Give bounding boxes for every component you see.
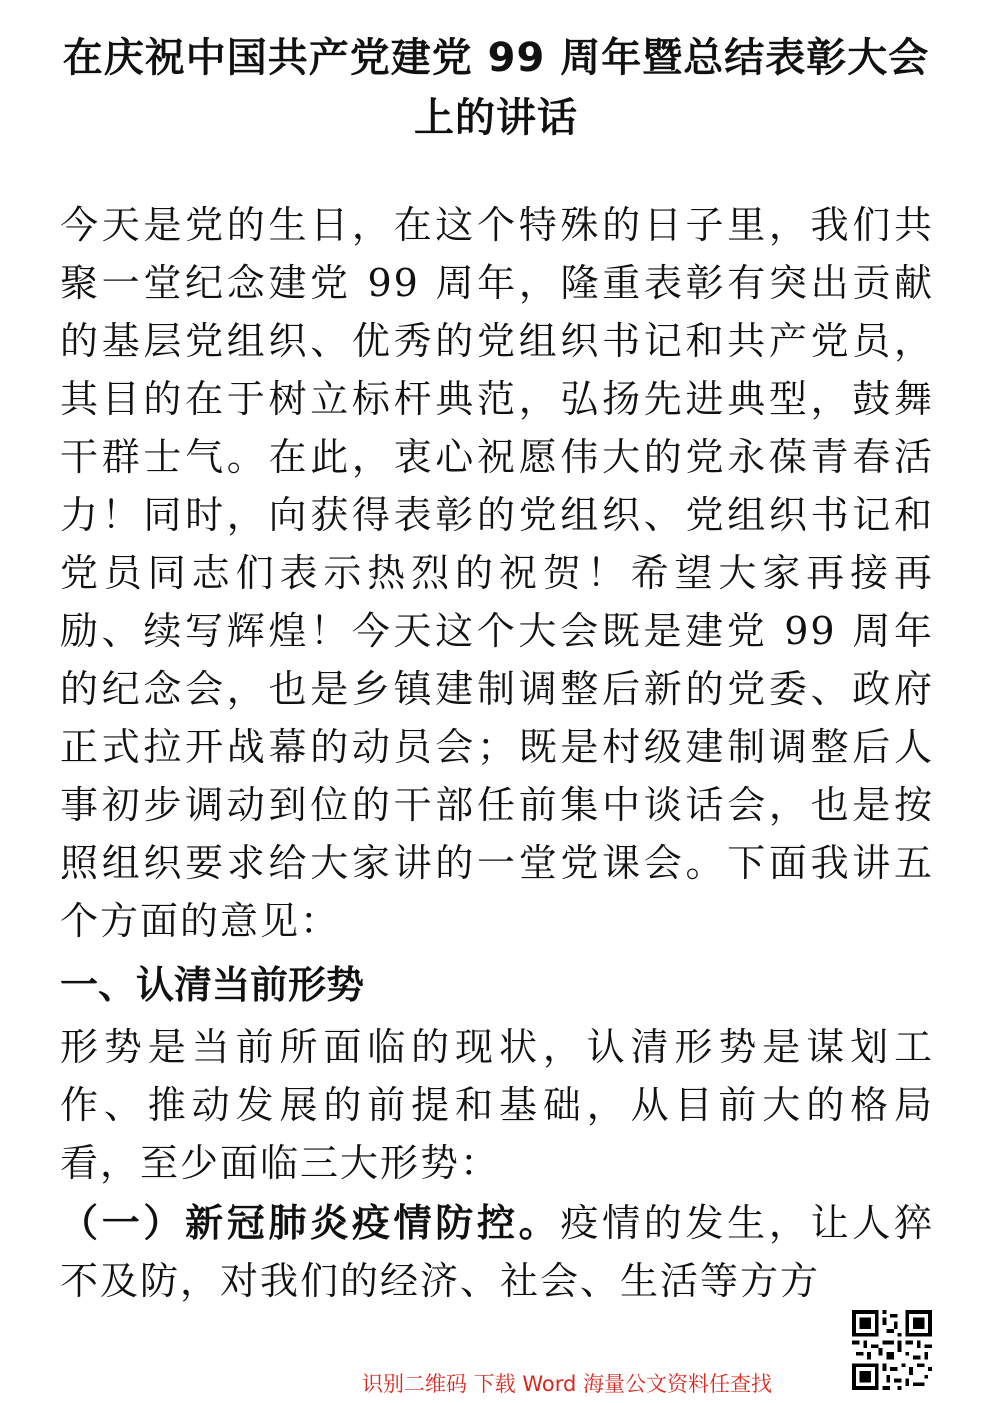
section-paragraph: 形势是当前所面临的现状，认清形势是谋划工作、推动发展的前提和基础，从目前大的格局看，至少面临三大形势：: [60, 1025, 934, 1185]
subsection-text: 疫情的发生，让人猝不及防，对我们的经济、社会、生活等方方: [60, 1201, 934, 1303]
qr-code-icon[interactable]: [852, 1310, 932, 1390]
intro-paragraph: 今天是党的生日，在这个特殊的日子里，我们共聚一堂纪念建党 99 周年，隆重表彰有突出贡献的基层党组织、优秀的党组织书记和共产党员，其目的在于树立标杆典范，弘扬先进典型，鼓舞干群士气。在此，衷心祝愿伟大的党永葆青春活力！同时，向获得表彰的党组织、党组织书记和党员同志们表示热烈的祝贺！希望大家再接再励、续写辉煌！今天这个大会既是建党 99 周年的纪念会，也是乡镇建制调整后新的党委、政府正式拉开战幕的动员会；既是村级建制调整后人事初步调动到位的干部任前集中谈话会，也是按照组织要求给大家讲的一堂党课会。下面我讲五个方面的意见：: [60, 203, 934, 943]
footer-promo-text[interactable]: 识别二维码 下载 Word 海量公文资料任查找: [362, 1372, 773, 1396]
document-title: 在庆祝中国共产党建党 99 周年暨总结表彰大会上的讲话: [62, 35, 930, 141]
section-heading: 一、认清当前形势: [60, 963, 365, 1007]
subsection-heading: （一）新冠肺炎疫情防控。: [60, 1201, 561, 1245]
subsection-paragraph: [60, 1194, 934, 1310]
